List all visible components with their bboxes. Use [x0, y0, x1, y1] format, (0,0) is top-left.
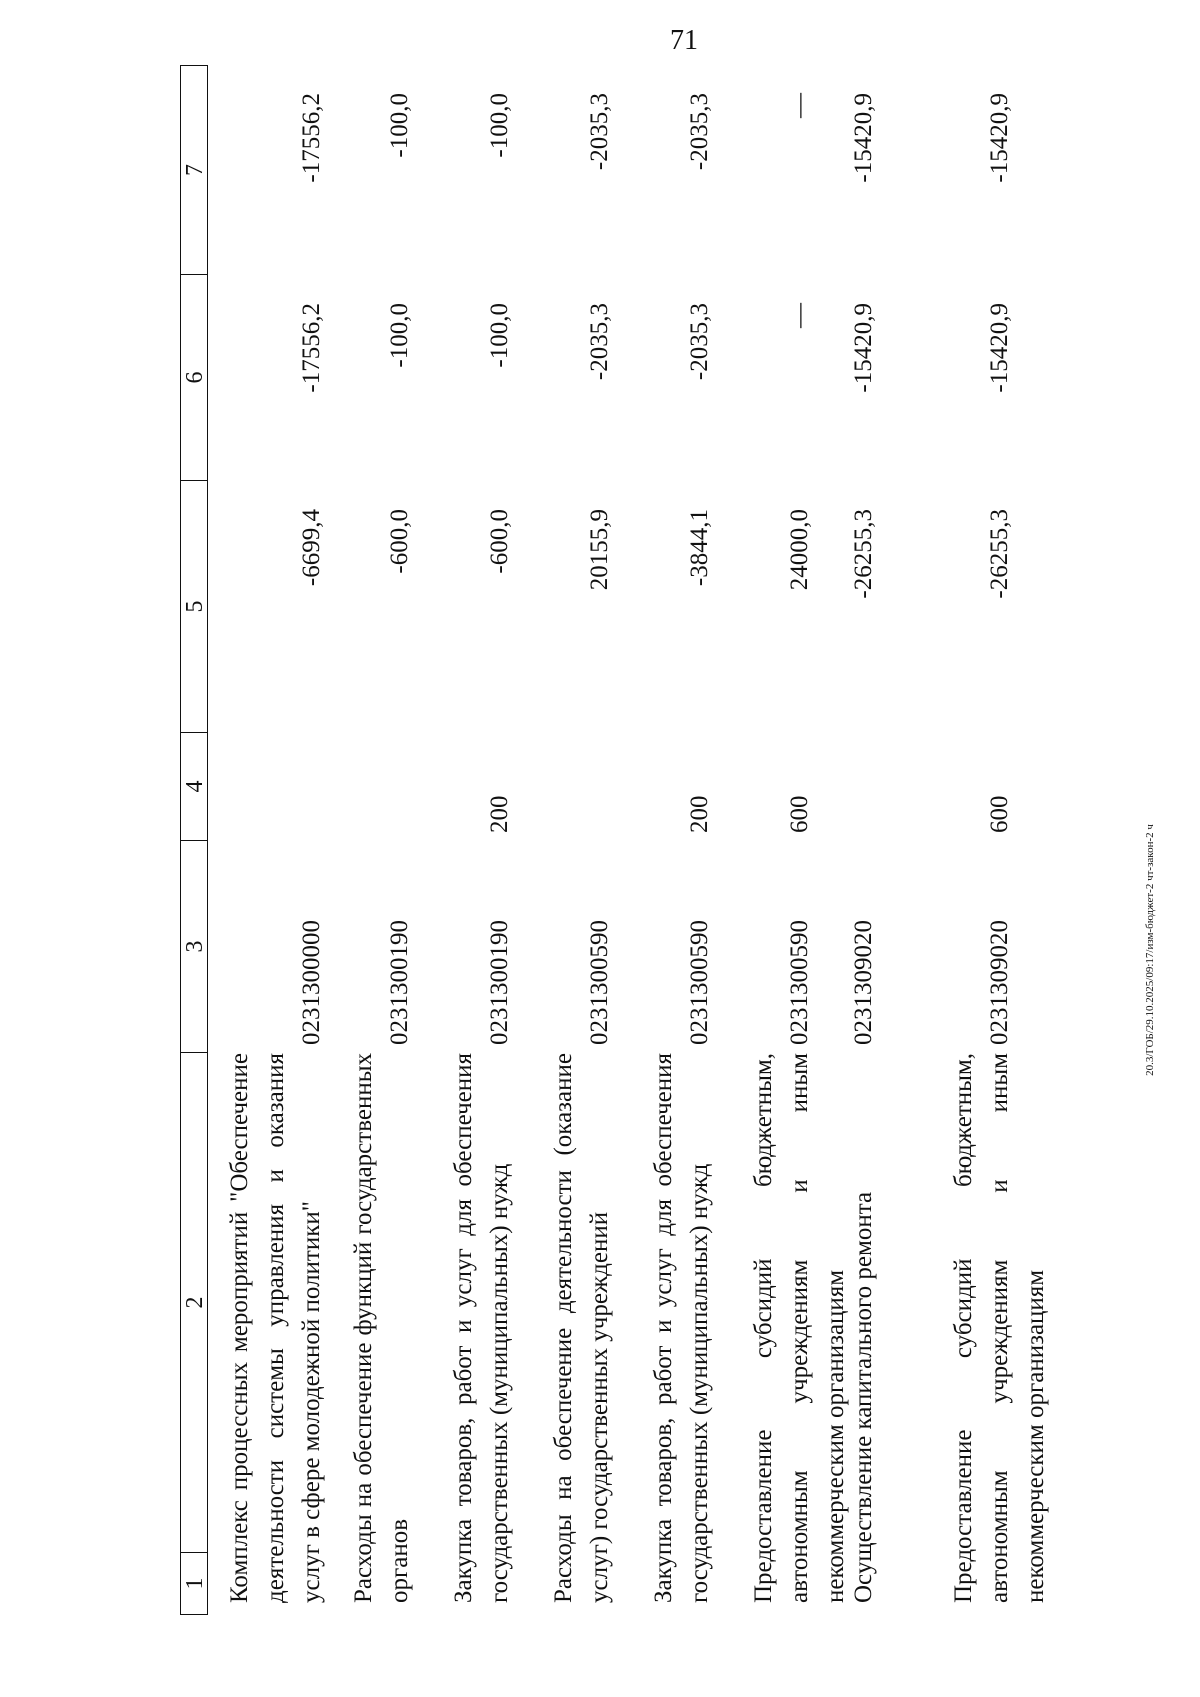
column-header-2: 2: [180, 1053, 208, 1553]
row-value-col7: -100,0: [386, 93, 413, 158]
row-target-code: 0231300590: [586, 920, 613, 1045]
column-header-7: 7: [180, 65, 208, 275]
row-value-col5: -600,0: [486, 509, 513, 574]
row-value-col6: -2035,3: [686, 303, 713, 381]
row-value-col5: -26255,3: [986, 509, 1013, 599]
row-target-code: 0231300590: [686, 920, 713, 1045]
row-description: Закупка товаров, работ и услуг для обеспечения государственных (муниципальных) нужд: [650, 1053, 713, 1603]
row-value-col7: -17556,2: [298, 93, 325, 183]
row-value-col7: -2035,3: [686, 93, 713, 171]
row-value-col6: -2035,3: [586, 303, 613, 381]
row-value-col6: -15420,9: [986, 303, 1013, 393]
row-target-code: 0231300000: [298, 920, 325, 1045]
row-value-col6: —: [786, 303, 813, 328]
table-row: [446, 65, 546, 1615]
table-row: [346, 65, 446, 1615]
table-row: [946, 65, 1049, 1615]
column-header-4: 4: [180, 733, 208, 841]
row-value-col6: -17556,2: [298, 303, 325, 393]
row-expense-type: [546, 733, 646, 841]
row-target-code: 0231309020: [850, 920, 877, 1045]
table-row: [646, 65, 746, 1615]
row-description: Осуществление капитального ремонта: [850, 1191, 877, 1603]
row-expense-type: 200: [686, 795, 713, 833]
row-description: Расходы на обеспечение деятельности (оказание услуг) государственных учреждений: [550, 1053, 613, 1603]
table-row: [846, 65, 946, 1615]
row-value-col7: -15420,9: [986, 93, 1013, 183]
row-value-col6: -100,0: [386, 303, 413, 368]
row-description: Предоставление субсидий бюджетным, автономным учреждениям и иным некоммерческим организациям: [950, 1053, 1049, 1603]
row-value-col5: -26255,3: [850, 509, 877, 599]
row-target-code: 0231300190: [386, 920, 413, 1045]
row-expense-type: 600: [986, 795, 1013, 833]
row-value-col6: -15420,9: [850, 303, 877, 393]
row-expense-type: 600: [786, 795, 813, 833]
row-target-code: 0231309020: [986, 920, 1013, 1045]
table-row: [546, 65, 646, 1615]
row-value-col5: -6699,4: [298, 509, 325, 587]
column-header-6: 6: [180, 275, 208, 481]
row-value-col6: -100,0: [486, 303, 513, 368]
row-target-code: 0231300190: [486, 920, 513, 1045]
row-value-col7: -15420,9: [850, 93, 877, 183]
footer-document-code: 20.3/ГОБ/29.10.2025/09:17/изм-бюджет-2 чт-закон-2 ч: [1144, 824, 1156, 1076]
row-expense-type: 200: [486, 795, 513, 833]
table-row: [222, 65, 346, 1615]
row-value-col5: -600,0: [386, 509, 413, 574]
row-value-col7: -2035,3: [586, 93, 613, 171]
row-description: Комплекс процессных мероприятий "Обеспечение деятельности системы управления и оказания услуг в сфере молодежной политики": [226, 1053, 325, 1603]
row-description: Предоставление субсидий бюджетным, автономным учреждениям и иным некоммерческим организациям: [750, 1053, 849, 1603]
row-description: Расходы на обеспечение функций государственных органов: [350, 1053, 413, 1603]
column-header-3: 3: [180, 841, 208, 1053]
page-number: 71: [670, 25, 698, 56]
table-row: [746, 65, 849, 1615]
row-value-col7: -100,0: [486, 93, 513, 158]
row-value-col5: 20155,9: [586, 509, 613, 591]
row-value-col5: -3844,1: [686, 509, 713, 587]
row-target-code: 0231300590: [786, 920, 813, 1045]
column-header-5: 5: [180, 481, 208, 733]
row-expense-type: [846, 733, 946, 841]
budget-table: [180, 65, 1080, 1615]
row-expense-type: [222, 733, 346, 841]
row-description: Закупка товаров, работ и услуг для обеспечения государственных (муниципальных) нужд: [450, 1053, 513, 1603]
budget-table-container: [180, 65, 1080, 1615]
table-header: [180, 65, 208, 1615]
row-expense-type: [346, 733, 446, 841]
row-value-col5: 24000,0: [786, 509, 813, 591]
column-header-1: 1: [180, 1553, 208, 1615]
row-value-col7: —: [786, 93, 813, 118]
